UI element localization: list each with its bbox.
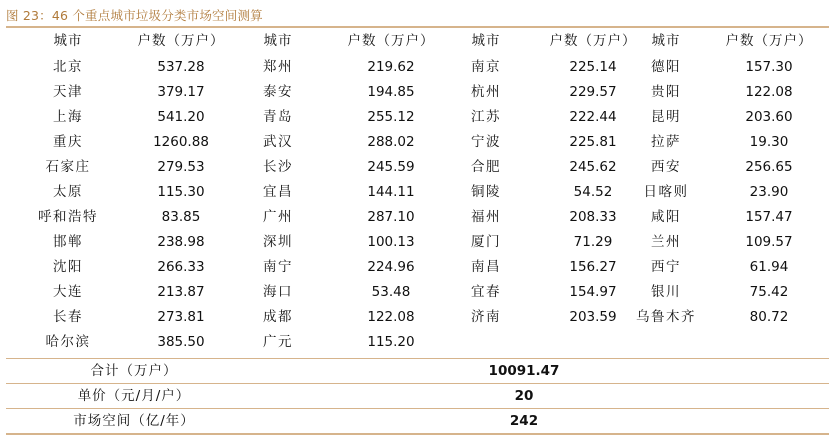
city-cell: 泰安 <box>263 84 293 100</box>
summary-value: 242 <box>509 413 539 429</box>
households-cell: 213.87 <box>157 284 205 300</box>
header-households-4: 户数（万户） <box>725 33 813 49</box>
households-cell: 53.48 <box>371 284 411 300</box>
summary-label: 市场空间（亿/年） <box>73 413 195 429</box>
households-cell <box>714 330 824 355</box>
households-cell: 23.90 <box>749 184 789 200</box>
header-households-2: 户数（万户） <box>347 33 435 49</box>
city-cell: 日喀则 <box>643 184 689 200</box>
households-cell: 256.65 <box>745 159 793 175</box>
households-cell: 122.08 <box>745 84 793 100</box>
table-row <box>6 280 829 305</box>
table-row <box>6 105 829 130</box>
households-cell: 156.27 <box>569 259 617 275</box>
header-households-1: 户数（万户） <box>137 33 225 49</box>
city-cell: 宜春 <box>471 284 501 300</box>
households-cell: 194.85 <box>367 84 415 100</box>
city-cell: 宜昌 <box>263 184 293 200</box>
header-city-4: 城市 <box>651 33 681 49</box>
households-cell: 115.30 <box>157 184 205 200</box>
households-cell: 71.29 <box>573 234 613 250</box>
households-cell: 273.81 <box>157 309 205 325</box>
city-cell: 西宁 <box>651 259 681 275</box>
city-cell: 宁波 <box>471 134 501 150</box>
city-cell: 济南 <box>471 309 501 325</box>
table-row <box>6 230 829 255</box>
households-cell: 100.13 <box>367 234 415 250</box>
table-row <box>6 155 829 180</box>
city-cell: 贵阳 <box>651 84 681 100</box>
city-cell <box>446 330 526 355</box>
table-row <box>6 205 829 230</box>
table-row <box>6 305 829 330</box>
households-cell: 75.42 <box>749 284 789 300</box>
households-cell: 144.11 <box>367 184 415 200</box>
city-cell: 铜陵 <box>471 184 501 200</box>
city-cell: 银川 <box>651 284 681 300</box>
summary-row-market-space <box>6 408 829 434</box>
city-cell: 青岛 <box>263 109 293 125</box>
city-cell: 合肥 <box>471 159 501 175</box>
city-cell: 昆明 <box>651 109 681 125</box>
summary-label: 单价（元/月/户） <box>77 388 191 404</box>
city-cell: 石家庄 <box>45 159 91 175</box>
city-cell: 福州 <box>471 209 501 225</box>
households-cell: 115.20 <box>367 334 415 350</box>
figure-title: 图 23：46 个重点城市垃圾分类市场空间测算 <box>6 8 263 23</box>
header-households-3: 户数（万户） <box>549 33 637 49</box>
city-cell: 南昌 <box>471 259 501 275</box>
city-cell <box>626 330 706 355</box>
households-cell: 288.02 <box>367 134 415 150</box>
households-cell: 219.62 <box>367 59 415 75</box>
city-cell: 哈尔滨 <box>45 334 91 350</box>
table-row <box>6 55 829 80</box>
table-row <box>6 330 829 355</box>
households-cell: 83.85 <box>161 209 201 225</box>
city-cell: 重庆 <box>53 134 83 150</box>
households-cell: 266.33 <box>157 259 205 275</box>
households-cell: 54.52 <box>573 184 613 200</box>
city-cell: 呼和浩特 <box>38 209 98 225</box>
households-cell: 245.62 <box>569 159 617 175</box>
city-cell: 上海 <box>53 109 83 125</box>
top-rule <box>6 26 829 28</box>
households-cell: 255.12 <box>367 109 415 125</box>
households-cell: 225.14 <box>569 59 617 75</box>
summary-value: 10091.47 <box>488 363 560 379</box>
city-cell: 武汉 <box>263 134 293 150</box>
households-cell: 157.30 <box>745 59 793 75</box>
city-cell: 太原 <box>53 184 83 200</box>
city-cell: 大连 <box>53 284 83 300</box>
households-cell: 122.08 <box>367 309 415 325</box>
households-cell: 80.72 <box>749 309 789 325</box>
households-cell: 203.60 <box>745 109 793 125</box>
summary-value: 20 <box>514 388 534 404</box>
bottom-rule <box>6 433 829 435</box>
households-cell: 224.96 <box>367 259 415 275</box>
summary-label: 合计（万户） <box>90 363 178 379</box>
city-cell: 广州 <box>263 209 293 225</box>
households-cell: 61.94 <box>749 259 789 275</box>
table-row <box>6 180 829 205</box>
header-city-2: 城市 <box>263 33 293 49</box>
city-cell: 海口 <box>263 284 293 300</box>
city-cell: 乌鲁木齐 <box>636 309 696 325</box>
households-cell: 1260.88 <box>153 134 209 150</box>
city-cell: 天津 <box>53 84 83 100</box>
header-city-1: 城市 <box>53 33 83 49</box>
households-cell: 208.33 <box>569 209 617 225</box>
city-cell: 德阳 <box>651 59 681 75</box>
households-cell: 245.59 <box>367 159 415 175</box>
households-cell: 19.30 <box>749 134 789 150</box>
city-cell: 长春 <box>53 309 83 325</box>
households-cell: 279.53 <box>157 159 205 175</box>
households-cell: 203.59 <box>569 309 617 325</box>
city-cell: 杭州 <box>471 84 501 100</box>
city-cell: 北京 <box>53 59 83 75</box>
households-cell: 157.47 <box>745 209 793 225</box>
table-row <box>6 80 829 105</box>
table-row <box>6 255 829 280</box>
city-cell: 厦门 <box>471 234 501 250</box>
city-cell: 拉萨 <box>651 134 681 150</box>
city-cell: 西安 <box>651 159 681 175</box>
households-cell: 222.44 <box>569 109 617 125</box>
households-cell: 154.97 <box>569 284 617 300</box>
city-cell: 咸阳 <box>651 209 681 225</box>
households-cell: 238.98 <box>157 234 205 250</box>
city-cell: 广元 <box>263 334 293 350</box>
households-cell: 287.10 <box>367 209 415 225</box>
city-cell: 深圳 <box>263 234 293 250</box>
city-cell: 江苏 <box>471 109 501 125</box>
city-cell: 兰州 <box>651 234 681 250</box>
households-cell: 385.50 <box>157 334 205 350</box>
households-cell: 109.57 <box>745 234 793 250</box>
summary-row-unit-price <box>6 383 829 409</box>
city-cell: 沈阳 <box>53 259 83 275</box>
households-cell: 537.28 <box>157 59 205 75</box>
city-cell: 南京 <box>471 59 501 75</box>
city-cell: 南宁 <box>263 259 293 275</box>
city-cell: 郑州 <box>263 59 293 75</box>
summary-row-total <box>6 358 829 384</box>
households-cell: 225.81 <box>569 134 617 150</box>
table-row <box>6 130 829 155</box>
table-header <box>6 29 829 54</box>
city-cell: 成都 <box>263 309 293 325</box>
households-cell: 541.20 <box>157 109 205 125</box>
households-cell: 379.17 <box>157 84 205 100</box>
header-city-3: 城市 <box>471 33 501 49</box>
city-cell: 邯郸 <box>53 234 83 250</box>
city-cell: 长沙 <box>263 159 293 175</box>
households-cell: 229.57 <box>569 84 617 100</box>
